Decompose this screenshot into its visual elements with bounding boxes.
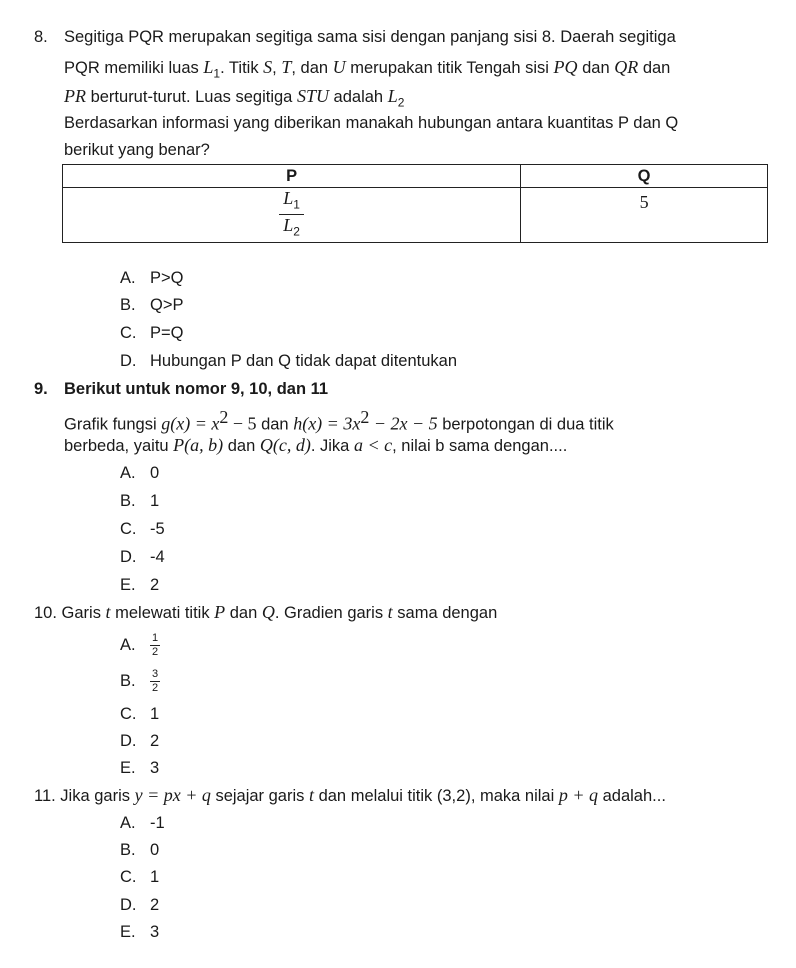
q8-line-5: berikut yang benar? — [64, 141, 210, 159]
q9-option-c[interactable]: C. -5 — [120, 520, 165, 538]
q8-line-3: PR berturut-turut. Luas segitiga STU adalah $L_2$ — [64, 86, 405, 110]
q8-line-2: PQR memiliki luas $L_1$. Titik S, T, dan U merupakan titik Tengah sisi PQ dan QR dan — [64, 57, 671, 81]
q9-line-2: berbeda, yaitu P(a, b) dan Q(c, d). Jika a < c, nilai b sama dengan.... — [64, 435, 568, 455]
fraction-one-half: $\frac{1}{2}$ — [152, 632, 159, 658]
q10-option-e[interactable]: E. 3 — [120, 759, 160, 777]
q11-option-a[interactable]: A. -1 — [120, 814, 165, 832]
q11-option-e[interactable]: E. 3 — [120, 923, 160, 941]
q10-option-a[interactable]: A. $\frac{1}{2}$ — [120, 632, 159, 658]
q10-text: 10. Garis t melewati titik P dan Q. Gradien garis t sama dengan — [34, 602, 498, 622]
q11-text: 11. Jika garis y = px + q sejajar garis t dan melalui titik (3,2), maka nilai p + q adalah... — [34, 785, 666, 805]
q8-line-1: Segitiga PQR merupakan segitiga sama sisi dengan panjang sisi 8. Daerah segitiga — [64, 28, 676, 46]
q10-option-b[interactable]: B. $\frac{3}{2}$ — [120, 668, 159, 694]
q11-option-b[interactable]: B. 0 — [120, 841, 160, 859]
q9-number: 9. — [34, 380, 48, 398]
q9-option-d[interactable]: D. -4 — [120, 548, 165, 566]
q9-option-e[interactable]: E. 2 — [120, 576, 160, 594]
table-header-p: P — [63, 165, 521, 188]
q10-option-d[interactable]: D. 2 — [120, 732, 160, 750]
comparison-table — [62, 164, 768, 243]
fraction-three-halves: $\frac{3}{2}$ — [152, 668, 159, 694]
q8-option-c[interactable]: C. P=Q — [120, 324, 184, 342]
q8-line-4: Berdasarkan informasi yang diberikan manakah hubungan antara kuantitas P dan Q — [64, 114, 679, 132]
q11-option-d[interactable]: D. 2 — [120, 896, 160, 914]
q9-option-a[interactable]: A. 0 — [120, 464, 160, 482]
q10-option-c[interactable]: C. 1 — [120, 705, 160, 723]
table-value-q: 5 — [521, 188, 768, 243]
fraction-l1-over-l2: $\frac{L_1}{L_2}$ — [279, 188, 304, 242]
q8-option-d[interactable]: D. Hubungan P dan Q tidak dapat ditentukan — [120, 352, 458, 370]
table-value-p — [63, 188, 521, 243]
q8-option-b[interactable]: B. Q>P — [120, 296, 184, 314]
table-header-q: Q — [521, 165, 768, 188]
q9-option-b[interactable]: B. 1 — [120, 492, 160, 510]
q9-heading: Berikut untuk nomor 9, 10, dan 11 — [64, 380, 329, 398]
q8-option-a[interactable]: A. P>Q — [120, 269, 184, 287]
q11-option-c[interactable]: C. 1 — [120, 868, 160, 886]
q9-line-1: Grafik fungsi $g(x) = x^2 - 5$ dan $h(x) = 3x^2 - 2x - 5$ berpotongan di dua titik — [64, 407, 614, 434]
q8-number: 8. — [34, 28, 48, 46]
